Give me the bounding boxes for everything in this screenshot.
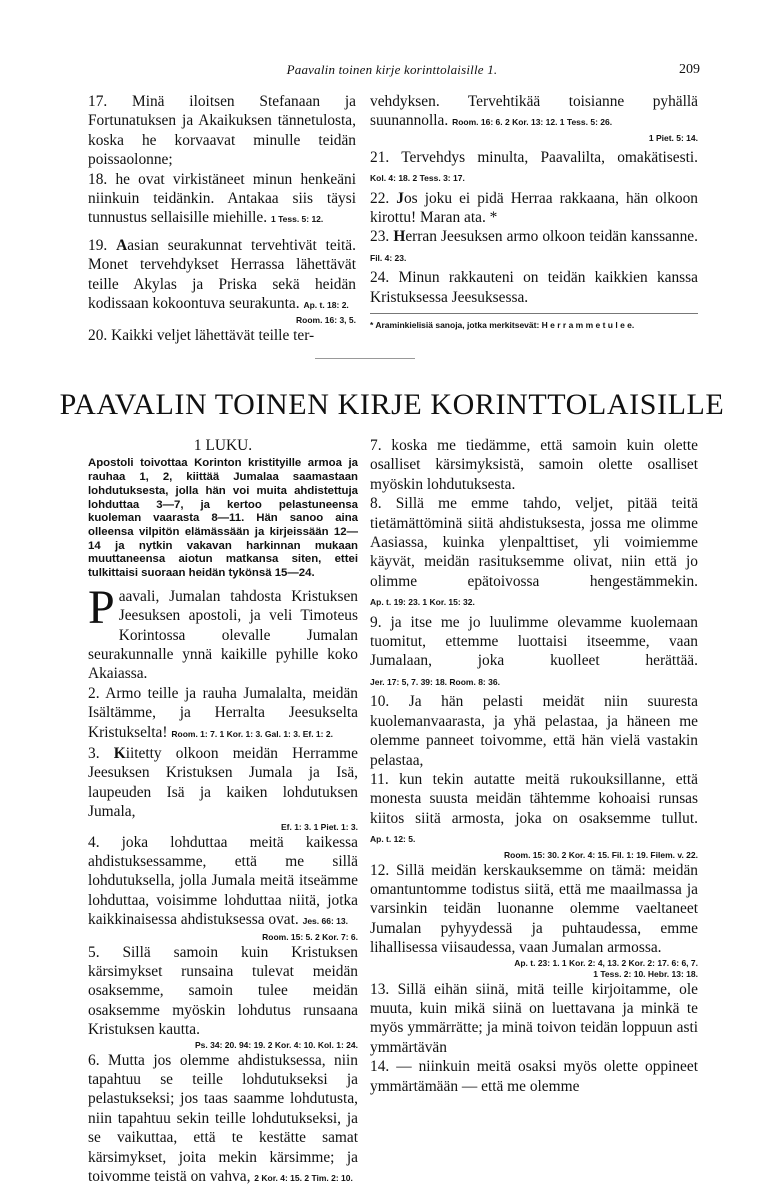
section-divider xyxy=(315,358,415,359)
verse-23 xyxy=(370,227,698,268)
verse-11 xyxy=(370,770,698,850)
page-number: 209 xyxy=(679,62,700,77)
top-left-column xyxy=(88,92,356,346)
verse-22-initial: J xyxy=(396,189,404,207)
verse-12-reference: Ap. t. 23: 1. 1 Kor. 2: 4, 13. 2 Kor. 2: 17. 6: 6, 7. xyxy=(514,957,698,968)
verse-13: 13. Sillä eihän siinä, mitä teille kirjoitamme, ole muuta, kuin mikä siinä on luettavana ja minkä te myös ymmärrätte; ja minä toivon teidän loppuun asti ymmärtävän xyxy=(370,980,698,1056)
verse-9-reference: Jer. 17: 5, 7. 39: 18. Room. 8: 36. xyxy=(370,676,500,687)
verse-20: 20. Kaikki veljet lähettävät teille ter- xyxy=(88,327,315,345)
verse-20-continued xyxy=(370,92,698,133)
verse-24: 24. Minun rakkauteni on teidän kaikkien kanssa Kristuksessa Jeesuksessa. xyxy=(370,269,698,306)
verse-23-initial: H xyxy=(393,228,406,246)
verse-2-text: 2. Armo teille ja rauha Jumalalta, meidän Isältämme, ja Herralta Jeesukselta Kristukselta! xyxy=(88,684,358,741)
verse-20-continued-text: vehdyksen. Tervehtikää toisianne pyhällä suunannolla. xyxy=(370,93,698,130)
verse-1-text: aavali, Jumalan tahdosta Kristuksen Jeesuksen apostoli, ja veli Timoteus Korintossa olevalle Jumalan seurakunnalle ynnä kaikille pyhille koko Akaiassa. xyxy=(88,587,358,683)
verse-12: 12. Sillä meidän kerskauksemme on tämä: meidän omantuntomme todistus siitä, että me maailmassa ja varsinkin teidän luonanne olemme vaeltaneet Jumalan pyhyydessä ja puhtaudessa, emme lihallisessa viisaudessa, vaan Jumalan armossa. xyxy=(370,861,698,957)
verse-3-reference: Ef. 1: 3. 1 Piet. 1: 3. xyxy=(280,821,358,832)
verse-14: 14. — niinkuin meitä osaksi myös olette oppineet ymmärtämään — että me olemme xyxy=(370,1058,698,1095)
verse-23-reference: Fil. 4: 23. xyxy=(370,252,407,263)
verse-7: 7. koska me tiedämme, että samoin kuin olette osalliset kärsimyksistä, samoin olette osalliset myöskin lohdutuksesta. xyxy=(370,437,698,493)
verse-19-number: 19. xyxy=(88,236,108,254)
verse-10: 10. Ja hän pelasti meidät niin suuresta kuolemanvaarasta, ja yhä pelastaa, ja häneen me olemme panneet toivomme, että hän vielä vastakin pelastaa, xyxy=(370,693,698,769)
verse-3 xyxy=(88,744,358,822)
verse-19-reference-2: Room. 16: 3, 5. xyxy=(296,315,356,326)
verse-17: 17. Minä iloitsen Stefanaan ja Fortunatuksen ja Akaikuksen tännetulosta, koska he korvaavat minulle teidän poissaolonne; xyxy=(88,93,356,169)
verse-20-reference-2: 1 Piet. 5: 14. xyxy=(648,132,698,143)
verse-22-number: 22. xyxy=(370,189,390,207)
running-header xyxy=(0,62,784,84)
verse-21 xyxy=(370,148,698,189)
verse-18 xyxy=(88,170,356,230)
verse-9 xyxy=(370,613,698,693)
verse-19-text: asian seurakunnat tervehtivät teitä. Monet tervehdykset Herrassa lähettävät teille Akylas ja Priska sekä heidän kodissaan kokoontuva seurakunta. xyxy=(88,236,356,313)
verse-22 xyxy=(370,189,698,228)
verse-8-reference: Ap. t. 19: 23. 1 Kor. 15: 32. xyxy=(370,597,475,608)
verse-4-text: 4. joka lohduttaa meitä kaikessa ahdistuksessamme, että me sillä lohdutuksella, jolla Jumala meitä itseämme lohduttaa, voisimme lohduttaa niitä, jotka kaikkinaisessa ahdistuksessa ovat. xyxy=(88,833,358,929)
verse-3-text: iitetty olkoon meidän Herramme Jeesuksen Kristuksen Jumala ja Isä, laupeuden Isä ja kaiken lohdutuksen Jumala, xyxy=(88,744,358,821)
verse-21-text: 21. Tervehdys minulta, Paavalilta, omakätisesti. xyxy=(370,148,698,166)
verse-8 xyxy=(370,494,698,612)
verse-5: 5. Sillä samoin kuin Kristuksen kärsimykset runsaina tulevat meidän osaksemme, samoin tulee meidän osaksemme myöskin lohdutus runsaana Kristuksen kautta. xyxy=(88,943,358,1039)
verse-5-reference: Ps. 34: 20. 94: 19. 2 Kor. 4: 10. Kol. 1: 24. xyxy=(195,1039,358,1050)
verse-1 xyxy=(88,580,358,684)
chapter-heading: 1 LUKU. xyxy=(193,437,253,454)
verse-11-reference-2: Room. 15: 30. 2 Kor. 4: 15. Fil. 1: 19. Filem. v. 22. xyxy=(503,849,698,860)
verse-19-reference: Ap. t. 18: 2. xyxy=(303,300,349,311)
verse-11-reference: Ap. t. 12: 5. xyxy=(370,834,416,845)
verse-8-text: 8. Sillä me emme tahdo, veljet, pitää teitä tietämättöminä siitä ahdistuksesta, jossa me olimme Aasiassa, kuinka ylenpalttiset, yli voimiemme käyvät, meidän rasituksemme olivat, niin että jo olimme epätoivossa hengestämmekin. xyxy=(370,495,698,590)
verse-3-number: 3. xyxy=(88,744,100,762)
top-right-column xyxy=(370,92,698,331)
footnote: * Araminkielisiä sanoja, jotka merkitsevät: H e r r a m m e t u l e e. xyxy=(370,313,698,331)
book-title: PAAVALIN TOINEN KIRJE KORINTTOLAISILLE xyxy=(59,388,725,421)
verse-3-initial: K xyxy=(113,744,126,762)
chapter-right-column xyxy=(370,436,698,1096)
verse-11-text: 11. kun tekin autatte meitä rukouksillanne, että monesta suusta meidän tähtemme kohoaisi runsas kiitos siitä armosta, joka on osaksemme tullut. xyxy=(370,770,698,827)
verse-2 xyxy=(88,684,358,744)
verse-12-reference-2: 1 Tess. 2: 10. Hebr. 13: 18. xyxy=(593,968,698,979)
verse-4-reference-2: Room. 15: 5. 2 Kor. 7: 6. xyxy=(262,931,358,942)
verse-22-text: os joku ei pidä Herraa rakkaana, hän olkoon kirottu! Maran ata. * xyxy=(370,189,698,227)
chapter-left-column xyxy=(88,436,358,1189)
verse-23-text: erran Jeesuksen armo olkoon teidän kanssanne. xyxy=(405,228,698,246)
verse-1-dropcap: P xyxy=(88,580,115,634)
verse-9-text: 9. ja itse me jo luulimme olevamme kuolemaan tuomitut, ettemme luottaisi itseemme, vaan Jumalaan, joka kuolleet herättää. xyxy=(370,613,698,670)
verse-2-reference: Room. 1: 7. 1 Kor. 1: 3. Gal. 1: 3. Ef. 1: 2. xyxy=(171,728,333,739)
verse-19 xyxy=(88,236,356,316)
verse-6-text: 6. Mutta jos olemme ahdistuksessa, niin tapahtuu se teille lohdutukseksi ja pelastukseksi; jos taas saamme lohdutusta, niin tapahtuu sekin teille lohdutukseksi, ja se vaikuttaa, että te kestätte samat kärsimykset, joita mekin kärsimme; ja toivomme teistä on vahva, xyxy=(88,1051,358,1186)
verse-4 xyxy=(88,833,358,932)
verse-18-text: 18. he ovat virkistäneet minun henkeäni niinkuin teidänkin. Antakaa siis täysi tunnustus sellaisille miehille. xyxy=(88,170,356,227)
chapter-summary: Apostoli toivottaa Korinton kristityille armoa ja rauhaa 1, 2, kiittää Jumalaa saamastaan lohdutuksesta, jolla hän voi muita ahdistettuja lohduttaa 3—7, ja kertoo pelastuneensa kuoleman vaarasta 8—11. Hän sanoo aina olleensa vilpitön elämässään ja kirjeissään 12—14 ja nytkin vakavan harkinnan mukaan muuttaneensa aiotun matkansa siten, ettei tulkittaisi suoraan heidän tykönsä 15—24. xyxy=(88,457,358,580)
verse-18-reference: 1 Tess. 5: 12. xyxy=(270,214,324,225)
verse-20-reference: Room. 16: 6. 2 Kor. 13: 12. 1 Tess. 5: 26. xyxy=(452,117,613,128)
verse-23-number: 23. xyxy=(370,228,390,246)
verse-19-initial: A xyxy=(116,236,128,254)
verse-21-reference: Kol. 4: 18. 2 Tess. 3: 17. xyxy=(370,173,465,184)
running-title: Paavalin toinen kirje korinttolaisille 1. xyxy=(286,62,498,77)
verse-4-reference: Jes. 66: 13. xyxy=(302,916,348,927)
verse-6-reference: 2 Kor. 4: 15. 2 Tim. 2: 10. xyxy=(254,1173,353,1184)
verse-6 xyxy=(88,1051,358,1189)
